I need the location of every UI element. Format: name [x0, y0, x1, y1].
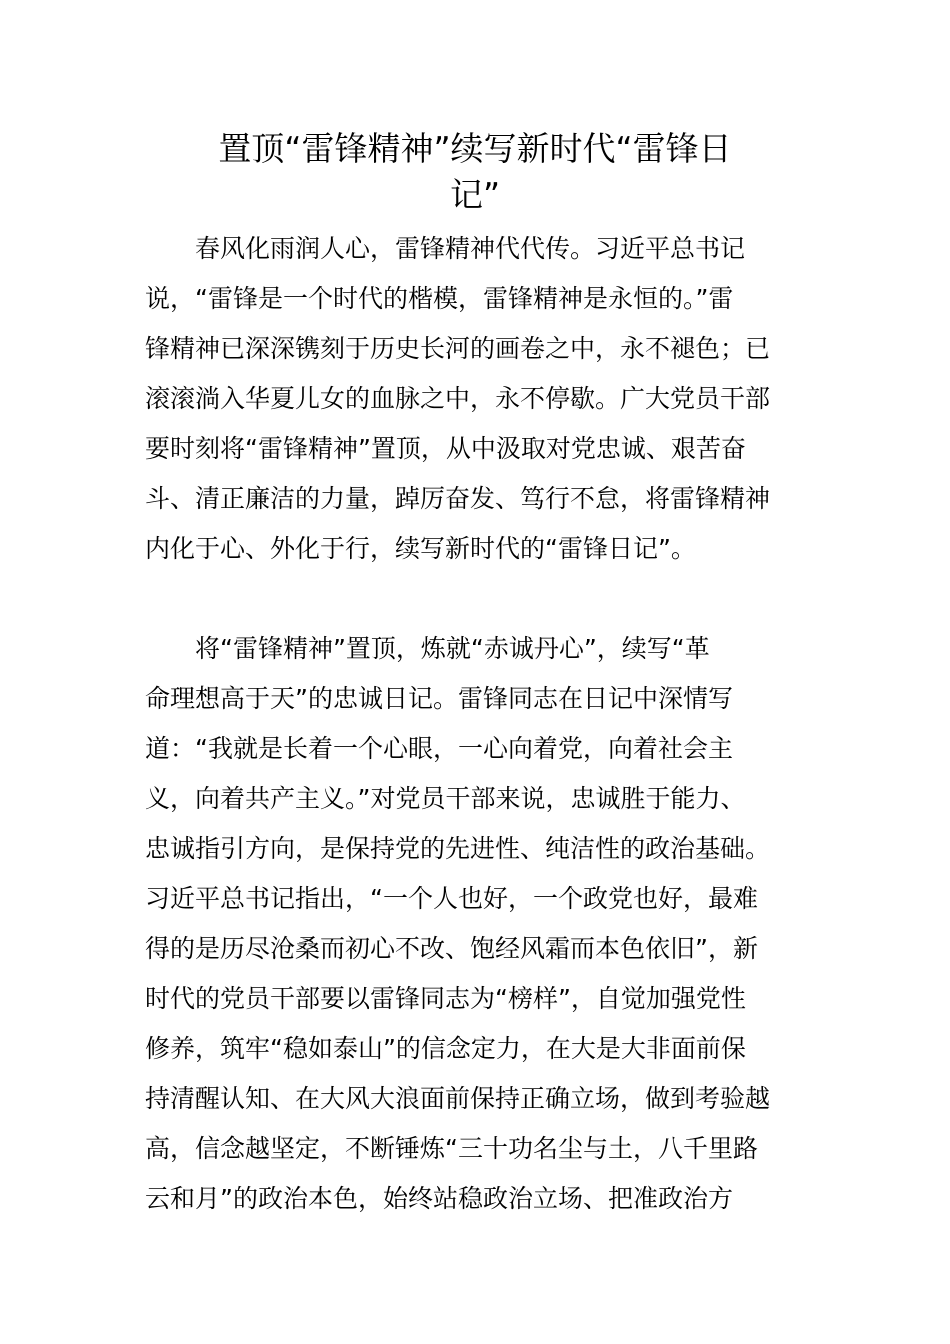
paragraph-line: 说，“雷锋是一个时代的楷模，雷锋精神是永恒的。”雷 [145, 284, 734, 313]
paragraph-line: 命理想高于天”的忠诚日记。雷锋同志在日记中深情写 [145, 684, 733, 713]
paragraph-line: 将“雷锋精神”置顶，炼就“赤诚丹心”，续写“革 [195, 634, 710, 663]
paragraph-line: 持清醒认知、在大风大浪面前保持正确立场，做到考验越 [145, 1084, 771, 1113]
paragraph-line: 斗、清正廉洁的力量，踔厉奋发、笃行不怠，将雷锋精神 [145, 484, 771, 513]
paragraph-line: 锋精神已深深镌刻于历史长河的画卷之中，永不褪色；已 [145, 334, 771, 363]
paragraph-line: 得的是历尽沧桑而初心不改、饱经风霜而本色依旧”，新 [145, 934, 758, 963]
paragraph-line: 忠诚指引方向，是保持党的先进性、纯洁性的政治基础。 [145, 834, 771, 863]
document-title [145, 126, 805, 218]
title-line: 记” [449, 175, 501, 214]
paragraph-line: 义，向着共产主义。”对党员干部来说，忠诚胜于能力、 [145, 784, 746, 813]
paragraph-line: 习近平总书记指出，“一个人也好，一个政党也好，最难 [145, 884, 758, 913]
paragraph-line: 时代的党员干部要以雷锋同志为“榜样”，自觉加强党性 [145, 984, 746, 1013]
paragraph-line: 滚滚淌入华夏儿女的血脉之中，永不停歇。广大党员干部 [145, 384, 771, 413]
paragraph-line: 春风化雨润人心，雷锋精神代代传。习近平总书记 [195, 234, 746, 263]
paragraph-line: 要时刻将“雷锋精神”置顶，从中汲取对党忠诚、艰苦奋 [145, 434, 746, 463]
paragraph-line: 内化于心、外化于行，续写新时代的“雷锋日记”。 [145, 534, 696, 563]
paragraph-line: 云和月”的政治本色，始终站稳政治立场、把准政治方 [145, 1184, 733, 1213]
paragraph-line: 道：“我就是长着一个心眼，一心向着党，向着社会主 [145, 734, 733, 763]
title-line: 置顶“雷锋精神”续写新时代“雷锋日 [218, 129, 732, 168]
paragraph-line: 高，信念越坚定，不断锤炼“三十功名尘与土，八千里路 [145, 1134, 758, 1163]
paragraph-line: 修养，筑牢“稳如泰山”的信念定力，在大是大非面前保 [145, 1034, 746, 1063]
